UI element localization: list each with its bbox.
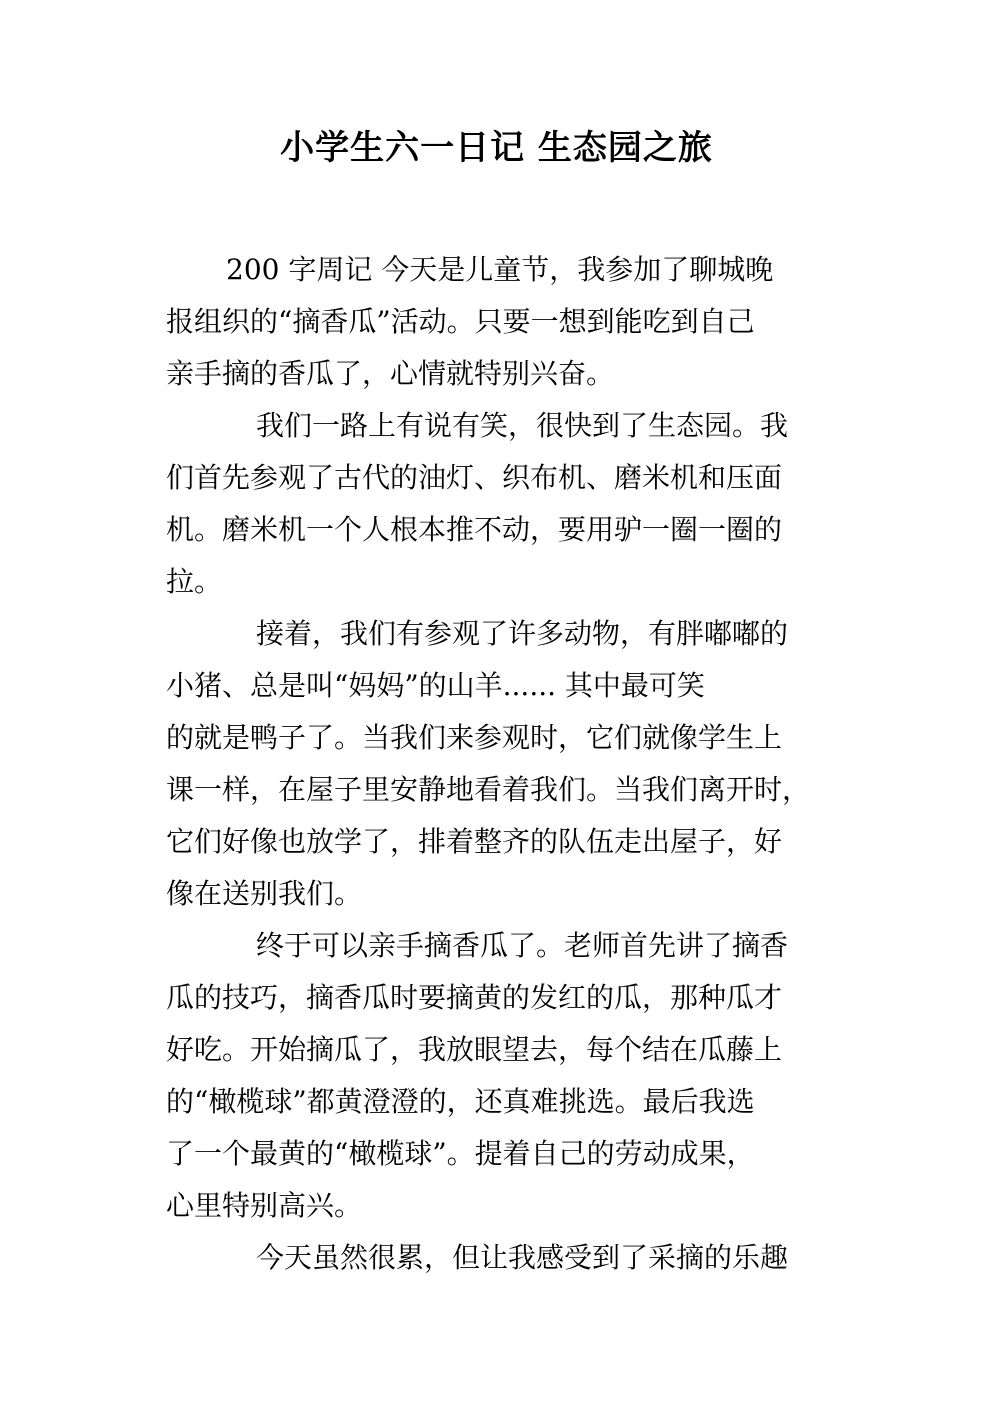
text-line: 们首先参观了古代的油灯、织布机、磨米机和压面 [166, 461, 783, 494]
text-line: 瓜的技巧，摘香瓜时要摘黄的发红的瓜，那种瓜才 [166, 981, 783, 1014]
text-line: 我们一路上有说有笑，很快到了生态园。我 [256, 409, 789, 442]
page-title: 小学生六一日记 生态园之旅 [280, 128, 713, 168]
text-line: 的“橄榄球”都黄澄澄的，还真难挑选。最后我选 [166, 1085, 755, 1118]
text-line: 接着，我们有参观了许多动物，有胖嘟嘟的 [256, 617, 789, 650]
text-line: 像在送别我们。 [166, 877, 363, 910]
text-line: 的就是鸭子了。当我们来参观时，它们就像学生上 [166, 721, 783, 754]
text-line: 200 字周记 今天是儿童节，我参加了聊城晚 [226, 253, 774, 286]
text-line: 它们好像也放学了，排着整齐的队伍走出屋子，好 [166, 825, 783, 858]
text-line: 今天虽然很累，但让我感受到了采摘的乐趣 [256, 1241, 789, 1274]
text-line: 了一个最黄的“橄榄球”。提着自己的劳动成果， [166, 1137, 755, 1170]
text-line: 亲手摘的香瓜了，心情就特别兴奋。 [166, 357, 615, 390]
text-line: 机。磨米机一个人根本推不动，要用驴一圈一圈的 [166, 513, 783, 546]
text-line: 好吃。开始摘瓜了，我放眼望去，每个结在瓜藤上 [166, 1033, 783, 1066]
text-line: 心里特别高兴。 [166, 1189, 363, 1222]
text-line: 小猪、总是叫“妈妈”的山羊...... 其中最可笑 [166, 669, 705, 702]
document-body [166, 244, 838, 1284]
text-line: 拉。 [166, 565, 223, 598]
text-line: 报组织的“摘香瓜”活动。只要一想到能吃到自己 [166, 305, 755, 338]
text-line: 终于可以亲手摘香瓜了。老师首先讲了摘香 [256, 929, 789, 962]
text-line: 课一样，在屋子里安静地看着我们。当我们离开时， [166, 773, 811, 806]
